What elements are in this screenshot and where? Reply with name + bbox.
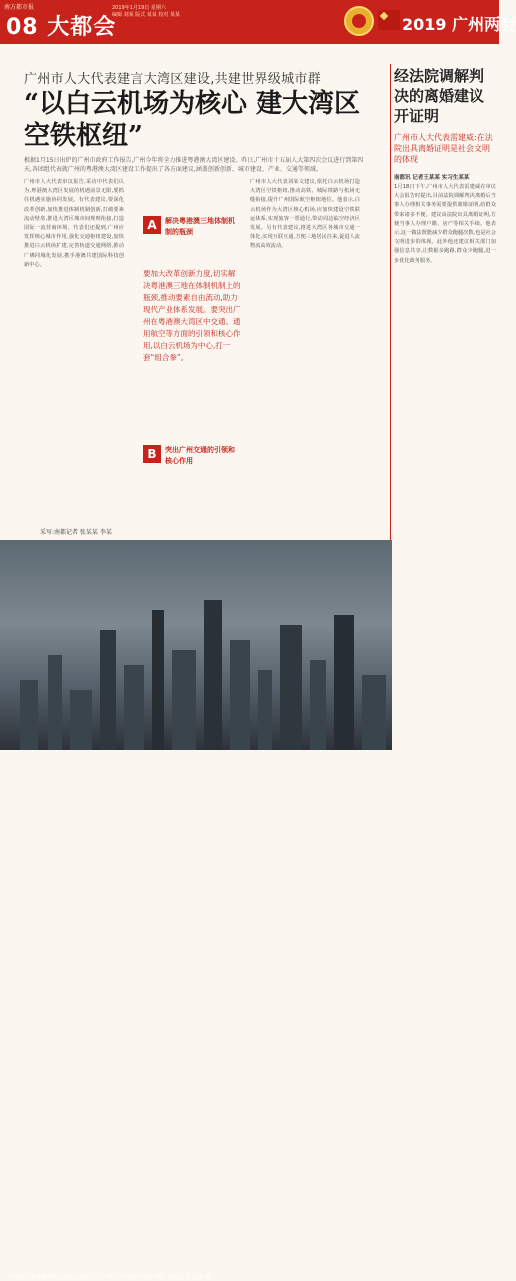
article-headline: “以白云机场为核心 建大湾区空铁枢纽” xyxy=(24,89,361,151)
section-title: 08 大都会 xyxy=(6,15,117,40)
pull-quote-a xyxy=(143,216,241,364)
article-kicker: 广州市人大代表建言大湾区建设,共建世界级城市群 xyxy=(24,72,322,87)
sidebar-headline: 经法院调解判决的离婚建议开证明 xyxy=(394,67,485,125)
sidebar-subheadline: 广州市人大代表雷建威:在法院出具离婚证明是社会文明的体现 xyxy=(394,133,493,164)
article-byline: 采写:南都记者 张某某 李某 xyxy=(40,529,112,536)
article-column-right: 广州市人大代表刘某文建议,依托白云机场打造大湾区空铁枢纽,推动高铁、城际铁路与机场无缝衔接,提升广州国际航空枢纽地位。他表示,白云机场作为大湾区核心机场,应加快建设空铁联运体系,实现旅客一票通行,带动周边临空经济区发展。另有代表建议,推进大湾区各城市交通一体化,实现互联互通,方便三地居民往来,促进人流物流高效流动。 xyxy=(250,179,360,250)
sidebar-byline: 南都讯 记者王某某 实习生某某 xyxy=(394,175,470,181)
editor-credits: 编辑 刘某 版式 某某 校对 某某 xyxy=(112,12,180,18)
pull-quote-text: 要加大改革创新力度,切实解决粤港澳三地在体制机制上的瓶颈,推动要素自由流动,助力现代产业体系发展。要突出广州在粤港澳大湾区中交通、通用航空等方面的引领和核心作用,以白云机场为中心,打一套“组合拳”。 xyxy=(143,269,241,362)
event-title: 2019 广州两会 xyxy=(402,15,516,34)
issue-date: 2019年1月19日 星期六 xyxy=(112,5,166,11)
column-divider xyxy=(390,64,391,540)
pull-quote-mark: A xyxy=(143,216,161,234)
national-emblem-icon xyxy=(344,6,374,36)
sidebar-body: 1月18日下午,广州市人大代表雷建威在审议大会报告时提出,目前法院调解判决离婚后当事人办理相关事务需要提供离婚证明,给群众带来诸多不便。建议由法院出具离婚证明,方便当事人办理户籍、房产等相关手续。他表示,这一做法既能减少群众跑腿次数,也是社会文明进步的体现。此外他还建议相关部门加强信息共享,让数据多跑路,群众少跑腿,进一步优化政务服务。 xyxy=(394,184,496,264)
flag-icon xyxy=(378,10,400,30)
article-column-left: 广州市人大代表审议报告,采访中代表们认为,粤港澳大湾区发展的机遇前景无限,要抓住机遇实施协同发展。有代表建议,要深化改革创新,加快推进体制机制创新,打破要素流动壁垒,推进大湾区城市间规则衔接,打造国际一流营商环境。代表们还提到,广州应发挥核心城市作用,强化交通枢纽建设,加快推进白云机场扩建,完善轨道交通网络,推动广佛同城化发展,携手港澳共建国际科技创新中心。 xyxy=(24,179,124,268)
photo-caption: 广州市是粤港澳大湾区的核心城市之一。图为广州珠江新城一带。南都记者 某某 摄 xyxy=(8,1275,210,1281)
pull-quote-mark: B xyxy=(143,445,161,463)
masthead-bar xyxy=(0,0,516,44)
masthead-name: 南方都市报 xyxy=(4,4,35,11)
pull-quote-label: 突出广州交通的引领和核心作用 xyxy=(165,446,235,465)
pull-quote-b xyxy=(143,445,241,467)
header-info xyxy=(112,5,272,19)
sidebar-article xyxy=(394,66,496,266)
pull-quote-label: 解决粤港澳三地体制机制的瓶颈 xyxy=(165,217,235,236)
city-skyline-photo xyxy=(0,540,392,1281)
article-lead: 根据1月15日出炉的广州市政府工作报告,广州今年将全力推进粤港澳大湾区建设。昨日,广州市十五届人大第四次会议进行到第四天,各团组代表就广州的粤港澳大湾区建设工作提出了各方面建议,涵盖创新创新、城市建设、产业、交通等领域。 xyxy=(24,157,364,173)
